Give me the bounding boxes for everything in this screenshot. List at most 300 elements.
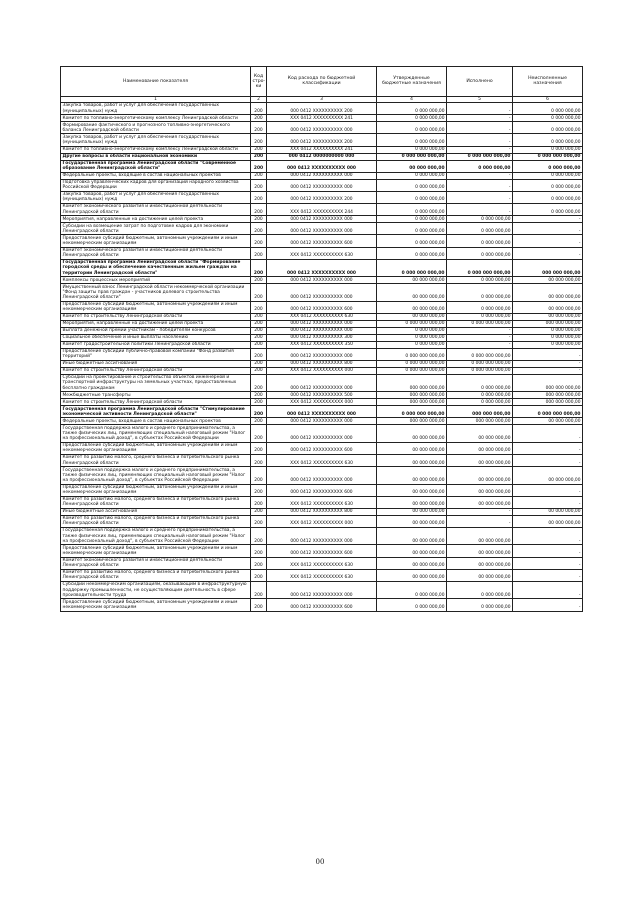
executed-amount-cell: 0 000 000,00 xyxy=(447,374,513,391)
executed-amount-cell: - xyxy=(447,334,513,341)
classification-code-cell: 000 0412 ХХХХХХХХХХ 000 xyxy=(267,172,377,179)
unexecuted-amount-cell: 0 000 000,00 xyxy=(513,204,583,216)
unexecuted-amount-cell: 0 000 000,00 xyxy=(513,102,583,114)
classification-code-cell: 000 0412 ХХХХХХХХХХ 300 xyxy=(267,334,377,341)
executed-amount-cell: - xyxy=(447,191,513,203)
executed-amount-cell: 0 000 000,00 xyxy=(447,399,513,406)
approved-amount-cell: 00 000 000,00 xyxy=(377,160,447,172)
table-row xyxy=(61,496,583,508)
executed-amount-cell: 0 000 000 000,00 xyxy=(447,153,513,160)
table-row xyxy=(61,399,583,406)
unexecuted-amount-cell: 0 000 000,00 xyxy=(513,191,583,203)
table-row xyxy=(61,599,583,611)
classification-code-cell: 000 0412 ХХХХХХХХХХ 600 xyxy=(267,484,377,496)
table-row xyxy=(61,313,583,320)
approved-amount-cell: 0 000 000,00 xyxy=(377,172,447,179)
indicator-name-cell: Федеральные проекты, входящие в состав национальных проектов xyxy=(61,172,251,179)
classification-code-cell: 000 0412 ХХХХХХХХХХ 000 xyxy=(267,406,377,418)
column-number: 6 xyxy=(513,96,583,102)
line-code-cell: 200 xyxy=(251,216,267,223)
unexecuted-amount-cell: 000 000 000,00 xyxy=(513,320,583,327)
classification-code-cell: 000 0412 ХХХХХХХХХХ 000 xyxy=(267,160,377,172)
unexecuted-amount-cell: - xyxy=(513,442,583,454)
indicator-name-cell: Субсидии некоммерческим организациям, оказывающим в инфраструктурную поддержку промышленности, не осуществляющим деятельность в сфере производительности труда xyxy=(61,582,251,599)
table-row xyxy=(61,484,583,496)
classification-code-cell: 000 0412 ХХХХХХХХХХ 600 xyxy=(267,545,377,557)
classification-code-cell: 000 0412 ХХХХХХХХХХ 000 xyxy=(267,284,377,301)
line-code-cell: 200 xyxy=(251,442,267,454)
line-code-cell: 200 xyxy=(251,334,267,341)
executed-amount-cell: 0 000 000,00 xyxy=(447,277,513,284)
classification-code-cell: ХХХ 0412 ХХХХХХХХХХ 000 xyxy=(267,367,377,374)
unexecuted-amount-cell: - xyxy=(513,545,583,557)
unexecuted-amount-cell: - xyxy=(513,496,583,508)
classification-code-cell: 000 0412 ХХХХХХХХХХ 000 xyxy=(267,179,377,191)
indicator-name-cell: Государственная поддержка малого и среднего предпринимательства, а также физических лиц, применяющих специальный налоговый режим "Налог на профессиональный доход", в субъектах Российской Федерации xyxy=(61,467,251,484)
classification-code-cell: ХХХ 0412 ХХХХХХХХХХ 630 xyxy=(267,313,377,320)
line-code-cell: 200 xyxy=(251,508,267,515)
indicator-name-cell: Государственная программа Ленинградской области "Современное образование Ленинградской области" xyxy=(61,160,251,172)
table-body xyxy=(61,102,583,611)
classification-code-cell: 000 0412 ХХХХХХХХХХ 000 xyxy=(267,374,377,391)
unexecuted-amount-cell: - xyxy=(513,425,583,442)
unexecuted-amount-cell: 000 000 000,00 xyxy=(513,399,583,406)
table-row xyxy=(61,334,583,341)
approved-amount-cell: 0 000 000,00 xyxy=(377,146,447,153)
executed-amount-cell: 00 000 000,00 xyxy=(447,557,513,569)
executed-amount-cell: 0 000 000 000,00 xyxy=(447,259,513,276)
indicator-name-cell: Комитет градостроительной политики Ленинградской области xyxy=(61,341,251,348)
indicator-name-cell: Предоставление субсидий бюджетным, автономным учреждениям и иным некоммерческим организациям xyxy=(61,301,251,313)
indicator-name-cell: Комитет по топливно-энергетическому комплексу Ленинградской области xyxy=(61,146,251,153)
approved-amount-cell: 00 000 000,00 xyxy=(377,528,447,545)
table-row xyxy=(61,442,583,454)
unexecuted-amount-cell: - xyxy=(513,528,583,545)
indicator-name-cell: Комитет по строительству Ленинградской области xyxy=(61,367,251,374)
approved-amount-cell: 0 000 000,00 xyxy=(377,191,447,203)
table-row xyxy=(61,467,583,484)
executed-amount-cell: 00 000 000,00 xyxy=(447,528,513,545)
classification-code-cell: 000 0412 ХХХХХХХХХХ 000 xyxy=(267,425,377,442)
executed-amount-cell: 0 000 000 000,00 xyxy=(447,367,513,374)
line-code-cell: 200 xyxy=(251,134,267,146)
classification-code-cell: ХХХ 0412 ХХХХХХХХХХ 630 xyxy=(267,454,377,466)
header-indicator-name: Наименование показателя xyxy=(61,67,251,97)
line-code-cell: 200 xyxy=(251,515,267,527)
approved-amount-cell: 000 000 000,00 xyxy=(377,399,447,406)
approved-amount-cell: 0 000 000,00 xyxy=(377,327,447,334)
header-unexecuted: Неисполненные назначения xyxy=(513,67,583,97)
line-code-cell: 200 xyxy=(251,399,267,406)
line-code-cell: 200 xyxy=(251,115,267,122)
unexecuted-amount-cell: 0 000 000 000,00 xyxy=(513,153,583,160)
table-row xyxy=(61,172,583,179)
approved-amount-cell: 000 000 000,00 xyxy=(377,418,447,425)
unexecuted-amount-cell: 0 000 000,00 xyxy=(513,179,583,191)
classification-code-cell: 000 0412 ХХХХХХХХХХ 000 xyxy=(267,320,377,327)
classification-code-cell: 000 0412 ХХХХХХХХХХ 000 xyxy=(267,327,377,334)
table-row xyxy=(61,102,583,114)
executed-amount-cell: 0 000 000,00 xyxy=(447,392,513,399)
approved-amount-cell: 0 000 000,00 xyxy=(377,134,447,146)
page-number: 00 xyxy=(315,858,325,866)
table-row xyxy=(61,122,583,134)
line-code-cell: 200 xyxy=(251,484,267,496)
approved-amount-cell: 0 000 000,00 xyxy=(377,122,447,134)
table-row xyxy=(61,160,583,172)
unexecuted-amount-cell: - xyxy=(513,367,583,374)
line-code-cell: 200 xyxy=(251,179,267,191)
approved-amount-cell: 0 000 000,00 xyxy=(377,115,447,122)
unexecuted-amount-cell: 00 000 000,00 xyxy=(513,515,583,527)
approved-amount-cell: 0 000 000,00 xyxy=(377,179,447,191)
approved-amount-cell: 0 000 000 000,00 xyxy=(377,153,447,160)
classification-code-cell: 000 0412 ХХХХХХХХХХ 200 xyxy=(267,134,377,146)
table-row xyxy=(61,179,583,191)
line-code-cell: 200 xyxy=(251,313,267,320)
executed-amount-cell: 00 000 000,00 xyxy=(447,545,513,557)
executed-amount-cell: 0 000 000,00 xyxy=(447,301,513,313)
column-number: 5 xyxy=(447,96,513,102)
executed-amount-cell: - xyxy=(447,179,513,191)
table-row xyxy=(61,223,583,235)
column-number: 2 xyxy=(251,96,267,102)
line-code-cell: 200 xyxy=(251,160,267,172)
table-row xyxy=(61,259,583,276)
approved-amount-cell: 00 000 000,00 xyxy=(377,496,447,508)
approved-amount-cell: 00 000 000,00 xyxy=(377,467,447,484)
classification-code-cell: 000 0412 0000000000 000 xyxy=(267,153,377,160)
approved-amount-cell: 00 000 000,00 xyxy=(377,301,447,313)
classification-code-cell: 000 0412 ХХХХХХХХХХ 000 xyxy=(267,216,377,223)
classification-code-cell: 000 0412 ХХХХХХХХХХ 800 xyxy=(267,360,377,367)
approved-amount-cell: 0 000 000,00 xyxy=(377,235,447,247)
indicator-name-cell: Другие вопросы в области национальной экономики xyxy=(61,153,251,160)
indicator-name-cell: Федеральные проекты, входящие в состав национальных проектов xyxy=(61,418,251,425)
classification-code-cell: 000 0412 ХХХХХХХХХХ 000 xyxy=(267,259,377,276)
column-number: 3 xyxy=(267,96,377,102)
approved-amount-cell: 00 000 000,00 xyxy=(377,545,447,557)
header-approved: Утвержденные бюджетные назначения xyxy=(377,67,447,97)
executed-amount-cell: 00 000 000,00 xyxy=(447,467,513,484)
approved-amount-cell: 0 000 000,00 xyxy=(377,247,447,259)
column-number: 4 xyxy=(377,96,447,102)
unexecuted-amount-cell: 000 000 000,00 xyxy=(513,259,583,276)
line-code-cell: 200 xyxy=(251,454,267,466)
table-row xyxy=(61,454,583,466)
unexecuted-amount-cell: 00 000 000,00 xyxy=(513,284,583,301)
table-row xyxy=(61,374,583,391)
unexecuted-amount-cell: 0 000 000,00 xyxy=(513,160,583,172)
executed-amount-cell: - xyxy=(447,102,513,114)
unexecuted-amount-cell: 0 000 000,00 xyxy=(513,122,583,134)
indicator-name-cell: Государственная программа Ленинградской области "Формирование городской среды и обеспечение качественным жильем граждан на территории Ленинградской области" xyxy=(61,259,251,276)
classification-code-cell: ХХХ 0412 ХХХХХХХХХХ 350 xyxy=(267,341,377,348)
classification-code-cell: 000 0412 ХХХХХХХХХХ 000 xyxy=(267,528,377,545)
line-code-cell: 200 xyxy=(251,327,267,334)
indicator-name-cell: Закупка товаров, работ и услуг для обеспечения государственных (муниципальных) нужд xyxy=(61,191,251,203)
executed-amount-cell: - xyxy=(447,204,513,216)
unexecuted-amount-cell: - xyxy=(513,557,583,569)
indicator-name-cell: Иные бюджетные ассигнования xyxy=(61,508,251,515)
indicator-name-cell: Государственная поддержка малого и среднего предпринимательства, а также физических лиц, применяющих специальный налоговый режим "Налог на профессиональный доход", в субъектах Российской Федерации xyxy=(61,528,251,545)
indicator-name-cell: Комитет по развитию малого, среднего бизнеса и потребительского рынка Ленинградской области xyxy=(61,569,251,581)
table-row xyxy=(61,301,583,313)
line-code-cell: 200 xyxy=(251,367,267,374)
approved-amount-cell: 0 000 000,00 xyxy=(377,341,447,348)
executed-amount-cell: - xyxy=(447,146,513,153)
indicator-name-cell: Формирование фактического и прогнозного топливно-энергетического баланса Ленинградской области xyxy=(61,122,251,134)
unexecuted-amount-cell: 00 000 000,00 xyxy=(513,301,583,313)
executed-amount-cell: - xyxy=(447,327,513,334)
indicator-name-cell: Комитет по топливно-энергетическому комплексу Ленинградской области xyxy=(61,115,251,122)
indicator-name-cell: Предоставление субсидий бюджетным, автономным учреждениям и иным некоммерческим организациям xyxy=(61,442,251,454)
line-code-cell: 200 xyxy=(251,425,267,442)
unexecuted-amount-cell: 0 000 000,00 xyxy=(513,327,583,334)
line-code-cell: 200 xyxy=(251,582,267,599)
line-code-cell: 200 xyxy=(251,284,267,301)
executed-amount-cell: 00 000 000,00 xyxy=(447,496,513,508)
line-code-cell: 200 xyxy=(251,172,267,179)
table-row xyxy=(61,528,583,545)
indicator-name-cell: Комитет по развитию малого, среднего бизнеса и потребительского рынка Ленинградской области xyxy=(61,496,251,508)
approved-amount-cell: 0 000 000 000,00 xyxy=(377,348,447,360)
unexecuted-amount-cell: 00 000 000,00 xyxy=(513,313,583,320)
indicator-name-cell: Предоставление субсидий бюджетным, автономным учреждениям и иным некоммерческим организациям xyxy=(61,599,251,611)
line-code-cell: 200 xyxy=(251,496,267,508)
indicator-name-cell: Имущественный взнос Ленинградской области некоммерческой организации "Фонд защиты прав граждан - участников долевого строительства Ленинградской области" xyxy=(61,284,251,301)
indicator-name-cell: Комитет экономического развития и инвестиционной деятельности Ленинградской области xyxy=(61,247,251,259)
classification-code-cell: 000 0412 ХХХХХХХХХХ 200 xyxy=(267,102,377,114)
unexecuted-amount-cell: 0 000 000 000,00 xyxy=(513,406,583,418)
classification-code-cell: ХХХ 0412 ХХХХХХХХХХ 241 xyxy=(267,146,377,153)
line-code-cell: 200 xyxy=(251,341,267,348)
indicator-name-cell: Предоставление субсидий бюджетным, автономным учреждениям и иным некоммерческим организациям xyxy=(61,235,251,247)
classification-code-cell: ХХХ 0412 ХХХХХХХХХХ 630 xyxy=(267,247,377,259)
approved-amount-cell: 0 000 000 000,00 xyxy=(377,320,447,327)
executed-amount-cell: 00 000 000,00 xyxy=(447,425,513,442)
table-row xyxy=(61,115,583,122)
approved-amount-cell: 00 000 000,00 xyxy=(377,508,447,515)
classification-code-cell: 000 0412 ХХХХХХХХХХ 600 xyxy=(267,442,377,454)
executed-amount-cell: 0 000 000 000,00 xyxy=(447,320,513,327)
table-row xyxy=(61,327,583,334)
table-row xyxy=(61,425,583,442)
line-code-cell: 200 xyxy=(251,528,267,545)
executed-amount-cell: 0 000 000 000,00 xyxy=(447,348,513,360)
approved-amount-cell: 0 000 000,00 xyxy=(377,599,447,611)
classification-code-cell: ХХХ 0412 ХХХХХХХХХХ 000 xyxy=(267,515,377,527)
classification-code-cell: 000 0412 ХХХХХХХХХХ 600 xyxy=(267,301,377,313)
indicator-name-cell: Предоставление субсидии публично-правовой компании "Фонд развития территорий" xyxy=(61,348,251,360)
line-code-cell: 200 xyxy=(251,545,267,557)
table-row xyxy=(61,569,583,581)
unexecuted-amount-cell: - xyxy=(513,223,583,235)
line-code-cell: 200 xyxy=(251,360,267,367)
executed-amount-cell: 0 000 000,00 xyxy=(447,284,513,301)
budget-execution-table xyxy=(60,66,583,612)
header-executed: Исполнено xyxy=(447,67,513,97)
unexecuted-amount-cell: 00 000 000,00 xyxy=(513,418,583,425)
line-code-cell: 200 xyxy=(251,191,267,203)
executed-amount-cell: 00 000 000,00 xyxy=(447,442,513,454)
unexecuted-amount-cell: 000 000 000,00 xyxy=(513,374,583,391)
executed-amount-cell: 0 000 000,00 xyxy=(447,235,513,247)
approved-amount-cell: 00 000 000,00 xyxy=(377,313,447,320)
line-code-cell: 200 xyxy=(251,301,267,313)
classification-code-cell: ХХХ 0412 ХХХХХХХХХХ 244 xyxy=(267,204,377,216)
unexecuted-amount-cell: 00 000 000,00 xyxy=(513,277,583,284)
executed-amount-cell: - xyxy=(447,134,513,146)
executed-amount-cell: 0 000 000,00 xyxy=(447,160,513,172)
unexecuted-amount-cell: 00 000 000,00 xyxy=(513,508,583,515)
indicator-name-cell: Комитет по развитию малого, среднего бизнеса и потребительского рынка Ленинградской области xyxy=(61,515,251,527)
table-header xyxy=(61,67,583,103)
approved-amount-cell: 0 000 000 000,00 xyxy=(377,259,447,276)
unexecuted-amount-cell: - xyxy=(513,454,583,466)
indicator-name-cell: Предоставление субсидий бюджетным, автономным учреждениям и иным некоммерческим организациям xyxy=(61,484,251,496)
indicator-name-cell: Комитет экономического развития и инвестиционной деятельности Ленинградской области xyxy=(61,204,251,216)
line-code-cell: 200 xyxy=(251,146,267,153)
approved-amount-cell: 0 000 000,00 xyxy=(377,102,447,114)
line-code-cell: 200 xyxy=(251,467,267,484)
line-code-cell: 200 xyxy=(251,247,267,259)
unexecuted-amount-cell: 0 000 000,00 xyxy=(513,341,583,348)
unexecuted-amount-cell: - xyxy=(513,216,583,223)
indicator-name-cell: Предоставление субсидий бюджетным, автономным учреждениям и иным некоммерческим организациям xyxy=(61,545,251,557)
unexecuted-amount-cell: 0 000 000,00 xyxy=(513,172,583,179)
table-row xyxy=(61,153,583,160)
executed-amount-cell: - xyxy=(447,172,513,179)
line-code-cell: 200 xyxy=(251,102,267,114)
table-row xyxy=(61,284,583,301)
executed-amount-cell: 0 000 000,00 xyxy=(447,216,513,223)
unexecuted-amount-cell: - xyxy=(513,235,583,247)
indicator-name-cell: Комитет по развитию малого, среднего бизнеса и потребительского рынка Ленинградской области xyxy=(61,454,251,466)
document-page xyxy=(60,66,582,846)
unexecuted-amount-cell: 0 000 000,00 xyxy=(513,134,583,146)
classification-code-cell: 000 0412 ХХХХХХХХХХ 000 xyxy=(267,122,377,134)
unexecuted-amount-cell: - xyxy=(513,569,583,581)
unexecuted-amount-cell: - xyxy=(513,247,583,259)
table-row xyxy=(61,247,583,259)
unexecuted-amount-cell: 0 000 000,00 xyxy=(513,115,583,122)
approved-amount-cell: 00 000 000,00 xyxy=(377,442,447,454)
table-row xyxy=(61,191,583,203)
executed-amount-cell: 0 000 000,00 xyxy=(447,313,513,320)
line-code-cell: 200 xyxy=(251,557,267,569)
classification-code-cell: 000 0412 ХХХХХХХХХХ 500 xyxy=(267,392,377,399)
approved-amount-cell: 00 000 000,00 xyxy=(377,515,447,527)
line-code-cell: 200 xyxy=(251,223,267,235)
indicator-name-cell: Комплексы процессных мероприятий xyxy=(61,277,251,284)
executed-amount-cell: 00 000 000,00 xyxy=(447,484,513,496)
line-code-cell: 200 xyxy=(251,122,267,134)
executed-amount-cell: 000 000 000,00 xyxy=(447,406,513,418)
approved-amount-cell: 0 000 000,00 xyxy=(377,582,447,599)
approved-amount-cell: 0 000 000,00 xyxy=(377,334,447,341)
line-code-cell: 200 xyxy=(251,348,267,360)
indicator-name-cell: Подготовка управленческих кадров для организаций народного хозяйства Российской Федерации xyxy=(61,179,251,191)
table-row xyxy=(61,392,583,399)
executed-amount-cell: 0 000 000,00 xyxy=(447,247,513,259)
approved-amount-cell: 000 000 000,00 xyxy=(377,374,447,391)
indicator-name-cell: Комитет по строительству Ленинградской области xyxy=(61,399,251,406)
indicator-name-cell: Государственная программа Ленинградской области "Стимулирование экономической активности Ленинградской области" xyxy=(61,406,251,418)
executed-amount-cell: 0 000 000 000,00 xyxy=(447,360,513,367)
table-row xyxy=(61,348,583,360)
approved-amount-cell: 00 000 000,00 xyxy=(377,425,447,442)
approved-amount-cell: 000 000 000,00 xyxy=(377,392,447,399)
indicator-name-cell: Социальное обеспечение и иные выплаты населению xyxy=(61,334,251,341)
classification-code-cell: 000 0412 ХХХХХХХХХХ 000 xyxy=(267,348,377,360)
table-row xyxy=(61,406,583,418)
table-row xyxy=(61,582,583,599)
indicator-name-cell: Выплата денежной премии участникам - победителям конкурсов xyxy=(61,327,251,334)
table-row xyxy=(61,134,583,146)
column-number: 1 xyxy=(61,96,251,102)
executed-amount-cell: 0 000 000,00 xyxy=(447,599,513,611)
table-row xyxy=(61,204,583,216)
unexecuted-amount-cell: - xyxy=(513,348,583,360)
table-row xyxy=(61,545,583,557)
line-code-cell: 200 xyxy=(251,277,267,284)
executed-amount-cell: 0 000 000,00 xyxy=(447,223,513,235)
classification-code-cell: ХХХ 0412 ХХХХХХХХХХ 000 xyxy=(267,399,377,406)
line-code-cell: 200 xyxy=(251,374,267,391)
indicator-name-cell: Иные бюджетные ассигнования xyxy=(61,360,251,367)
indicator-name-cell: Межбюджетные трансферты xyxy=(61,392,251,399)
executed-amount-cell: 000 000 000,00 xyxy=(447,418,513,425)
approved-amount-cell: 0 000 000 000,00 xyxy=(377,406,447,418)
approved-amount-cell: 0 000 000 000,00 xyxy=(377,360,447,367)
unexecuted-amount-cell: - xyxy=(513,484,583,496)
unexecuted-amount-cell: 0 000 000,00 xyxy=(513,146,583,153)
approved-amount-cell: 00 000 000,00 xyxy=(377,557,447,569)
line-code-cell: 200 xyxy=(251,406,267,418)
unexecuted-amount-cell: 000 000 000,00 xyxy=(513,392,583,399)
unexecuted-amount-cell: - xyxy=(513,582,583,599)
approved-amount-cell: 00 000 000,00 xyxy=(377,454,447,466)
executed-amount-cell: - xyxy=(447,508,513,515)
classification-code-cell: ХХХ 0412 ХХХХХХХХХХ 630 xyxy=(267,496,377,508)
table-row xyxy=(61,216,583,223)
classification-code-cell: 000 0412 ХХХХХХХХХХ 200 xyxy=(267,191,377,203)
table-row xyxy=(61,515,583,527)
approved-amount-cell: 00 000 000,00 xyxy=(377,284,447,301)
table-row xyxy=(61,360,583,367)
executed-amount-cell: 00 000 000,00 xyxy=(447,454,513,466)
executed-amount-cell: 00 000 000,00 xyxy=(447,569,513,581)
classification-code-cell: 000 0412 ХХХХХХХХХХ 800 xyxy=(267,508,377,515)
approved-amount-cell: 00 000 000,00 xyxy=(377,277,447,284)
table-row xyxy=(61,320,583,327)
approved-amount-cell: 0 000 000,00 xyxy=(377,204,447,216)
approved-amount-cell: 0 000 000,00 xyxy=(377,223,447,235)
line-code-cell: 200 xyxy=(251,418,267,425)
table-row xyxy=(61,418,583,425)
indicator-name-cell: Закупка товаров, работ и услуг для обеспечения государственных (муниципальных) нужд xyxy=(61,134,251,146)
executed-amount-cell: - xyxy=(447,115,513,122)
executed-amount-cell: - xyxy=(447,122,513,134)
classification-code-cell: 000 0412 ХХХХХХХХХХ 600 xyxy=(267,235,377,247)
line-code-cell: 200 xyxy=(251,259,267,276)
line-code-cell: 200 xyxy=(251,204,267,216)
executed-amount-cell: 0 000 000,00 xyxy=(447,582,513,599)
table-row xyxy=(61,508,583,515)
indicator-name-cell: Государственная поддержка малого и среднего предпринимательства, а также физических лиц, применяющих специальный налоговый режим "Налог на профессиональный доход", в субъектах Российской Федерации xyxy=(61,425,251,442)
unexecuted-amount-cell: 00 000 000,00 xyxy=(513,467,583,484)
